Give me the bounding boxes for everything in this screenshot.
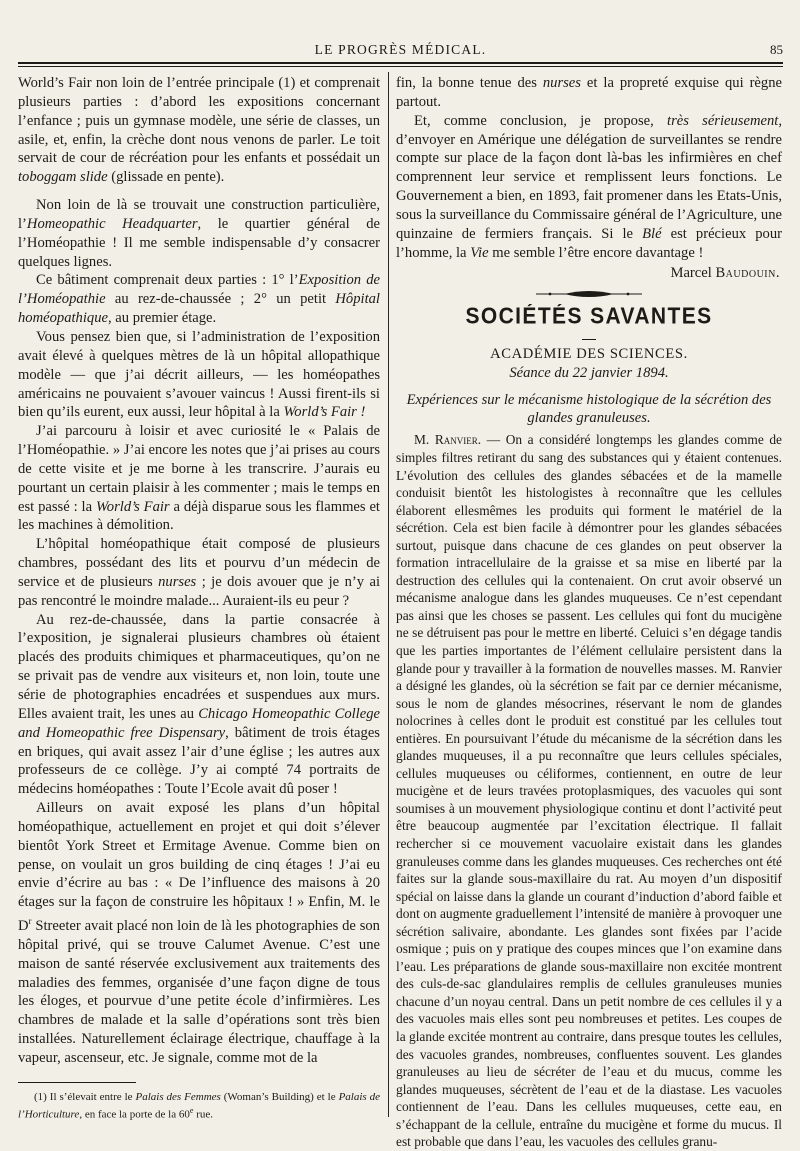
paragraph — [18, 611, 380, 799]
italic-text: Chicago Homeopathic College and Homeopathic free Dispensary — [18, 705, 380, 741]
italic-text: Vie — [470, 244, 489, 261]
running-title: LE PROGRÈS MÉDICAL. — [314, 42, 487, 57]
text: me semble l’être encore davantage ! — [492, 244, 704, 261]
ornament-divider-icon — [534, 289, 644, 299]
italic-text: Palais de l’Horticulture — [18, 1090, 381, 1121]
footnote-rule — [18, 1082, 136, 1083]
paragraph — [396, 112, 782, 263]
page-number: 85 — [770, 42, 783, 57]
paragraph — [18, 271, 380, 328]
text: , d’envoyer en Amérique une délégation de surveillantes se rendre compte sur place de la façon dont là-bas les infirmières en chef comprennent leur service et remplissent leurs fonctions. Le Gouvernement a bien, en 1893, fait promener dans les Etats-Unis, sous la surveillance du Commissaire général de l’Agriculture, une quinzaine de fermiers français. Si le — [396, 112, 782, 242]
text: World’s Fair non loin de l’entrée principale (1) et comprenait plusieurs parties : d’abord les expositions concernant l’enfance ; puis un gymnase modèle, une série de classes, un asile, et, enfin, la crèche dont nous venons de parler. Le toit servait de cour de récréation pour les enfants et possédait un — [18, 75, 380, 167]
text: Ailleurs on avait exposé les plans d’un hôpital homéopathique, actuellement en projet et qui doit s’élever bientôt York Street et Ermitage Avenue. Comme bien on pense, on voulait un gros building de cinq étages ! J’ai eu envie d’écrire au bas : « De l’influence des maisons à 20 étages sur la façon de construire les hôpitaux ! » Enfin, M. le D — [18, 800, 380, 934]
text: et la propreté exquise qui règne partout. — [396, 75, 782, 110]
italic-text: Hôpital homéopathique — [18, 291, 380, 327]
text: , au premier étage. — [107, 310, 217, 327]
text: , en face la porte de la 60 — [79, 1108, 190, 1121]
text: — On a considéré longtemps les glandes comme de simples filtres retirant du sang des substances qui y étaient contenues. L’évolution des cellules des glandes sébacées et de la mamelle conduisit bientôt les histologistes à reconnaître que les cellules élaborent ellesmêmes les produits qui forment le matériel de la sécrétion. Cela est bien facile à démontrer pour les glandes sébacées surtout, puisque dans chacune de ces glandes on peut observer la formation intracellulaire de la graisse et sa mise en liberté par la destruction des cellules qui la contenaient. On crut avoir observé un mécanisme analogue dans les glandes muqueuses. Ce n’est cependant pas ainsi que les choses se passent. Les cellules qui font du mucigène ne se détruisent pas pour le mettre en liberté. Celuici s’en dégage tandis que les parties importantes de l’élément cellulaire persistent dans la glande pour y travailler à la formation de nouvelles masses. M. Ranvier a désigné les glandes, où la sécrétion se fait par ce dernier mécanisme, sous le nom de glandes mésocrines, réservant le nom de glandes nolocrines à celles dont le produit est constitué par les cellules tout entières. En poursuivant l’étude du mécanisme de la sécrétion dans les glandes muqueuses, il a pu reconnaître que leurs cellules spéciales, cellules muqueuses ou céliformes, contiennent, en outre de leur mucigène et de leurs travées protoplasmiques, des vacuoles qui sont soumises à un mouvement physiologique continu et dont l’activité peut être beaucoup augmentée par l’excitation électrique. Il fallait rechercher si ce mouvement vacuolaire existait dans les glandes granuleuses comme dans les glandes muqueuses. Ces recherches ont été faites sur la glande sous-maxillaire du rat. Au moyen d’un dispositif spécial on laisse dans la glande un courant d’induction d’abord faible et dont on augmente graduellement l’intensité de manière à provoquer une sécrétion salivaire, abondante. Les glandes sont fixées par l’acide osmique ; puis on y pratique des coupes minces que l’on examine dans l’eau. Les préparations de glande sous-maxillaire non excitée montrent des culs-de-sac glandulaires remplis de cellules granuleuses munies chacune d’un noyau central. Dans un petit nombre de ces cellules il y a des vacuoles mais elles sont peu nombreuses et petites. Les coupes de la glande excitée montrent au contraire, dans presque toutes les cellules, des vacuoles grandes, nombreuses, confluentes souvent. Les glandes granuleuses au lieu de sécréter de l’eau et du mucus, comme les glandes muqueuses, sécrètent de l’eau et de la diastase. Les vacuoles contiennent de l’eau. Dans les cellules muqueuses, cette eau, en s’échappant de la cellule, entraîne du mucigène et forme du mucus. Il est probable que dans l’eau, les vacuoles des cellules granu- — [396, 432, 782, 1150]
header-rule-thick — [18, 62, 783, 64]
text: Streeter avait placé non loin de là les photographies de son hôpital privé, qui se trouve Calumet Avenue. C’est une maison de santé réservée exclusivement aux traitements des maladies des femmes, organisée d’une façon digne de tous les éloges, et pourvue d’une petite école d’infirmières. Les chambres de malade et la salle d’opérations sont très bien installées. Naturellement éclairage électrique, chauffage à la vapeur, ascenseur, etc. Je signale, comme mot de la — [18, 917, 380, 1066]
text: Vous pensez bien que, si l’administration de l’exposition avait élevé à quelques mètres de là un hôpital allopathique modèle — que j’ai décrit ailleurs, — les homéopathes américains ne pouvaient s’avouer vaincus ! Aussi firent-ils si bien qu’ils eurent, eux aussi, leur hôpital à la — [18, 328, 380, 421]
text: est précieux pour l’homme, la — [396, 225, 782, 261]
text: ; je dois avouer que je n’y ai pas rencontré le moindre malade... Auraient-ils eu peur ? — [18, 573, 381, 609]
italic-text: nurses — [158, 573, 197, 590]
italic-text: très sérieusement — [667, 112, 779, 129]
text: Et, comme conclusion, je propose, — [414, 112, 654, 129]
paragraph — [396, 431, 782, 1150]
text: au rez-de-chaussée ; 2° un petit — [114, 291, 327, 308]
section-title: SOCIÉTÉS SAVANTES — [465, 304, 713, 330]
right-column — [396, 74, 782, 1151]
paragraph — [18, 196, 380, 271]
text: L’hôpital homéopathique était composé de plusieurs chambres, possédant des lits et pourvu d’un médecin de service et de plusieurs — [18, 536, 380, 590]
academy-heading: ACADÉMIE DES SCIENCES. — [490, 346, 688, 363]
signature — [396, 264, 780, 283]
header-rule-thin — [18, 66, 783, 67]
session-date: Séance du 22 janvier 1894. — [509, 365, 669, 382]
signature-last-name: Baudouin. — [715, 265, 780, 282]
italic-text: Exposition de l’Homéopathie — [18, 272, 380, 308]
column-separator — [388, 72, 389, 1117]
footnote — [18, 1091, 380, 1122]
text: (Woman’s Building) et le — [223, 1090, 336, 1103]
italic-text: toboggam slide — [18, 169, 108, 186]
text: Au rez-de-chaussée, dans la partie consacrée à l’exposition, je signalerai plusieurs chambres où étaient placés des produits chimiques et pharmaceutiques, qu’on ne se privait pas de vendre aux visiteurs et, non loin, toute une série de photographies encadrées et suspendues aux murs. Elles avaient trait, les unes au — [18, 611, 380, 722]
text: (1) Il s’élevait entre le — [34, 1090, 133, 1103]
signature-first-name: Marcel — [670, 265, 712, 282]
short-rule — [582, 339, 596, 340]
text: Non loin de là se trouvait une construction particulière, l’ — [18, 197, 380, 232]
text: Ce bâtiment comprenait deux parties : 1° l’ — [36, 272, 299, 289]
text: a déjà disparue sous les flammes et les machines à démolition. — [18, 498, 380, 534]
superscript: r — [28, 916, 32, 927]
text: , bâtiment de trois étages en briques, qui avait assez l’air d’une église ; les autres aux professeurs de ce collège. J’y ai compté 74 portraits de médecins homéopathes : Toute l’Ecole avait dû poser ! — [18, 724, 380, 798]
paragraph — [396, 74, 782, 112]
italic-text: nurses — [542, 75, 581, 91]
left-column — [18, 74, 380, 1122]
text: J’ai parcouru à loisir et avec curiosité le « Palais de l’Homéopathie. » J’ai encore les notes que j’ai prises au cours de cette visite et je me borne à les transcrire. J’aurais eu pourtant un certain plaisir à les commenter ; mais le temps en est passé : la — [18, 423, 380, 515]
paragraph — [18, 328, 380, 422]
paragraph — [18, 74, 380, 187]
paragraph — [18, 799, 380, 1068]
italic-text: World’s Fair ! — [283, 404, 366, 421]
italic-text: Homeopathic Headquarter — [26, 215, 198, 232]
paragraph — [18, 422, 380, 535]
communication-title: Expériences sur le mécanisme histologique de la sécrétion des glandes granuleuses. — [406, 392, 772, 427]
spacer — [18, 187, 380, 196]
running-header — [18, 38, 783, 58]
text: (glissade en pente). — [111, 169, 225, 186]
superscript: e — [189, 1105, 194, 1115]
paragraph — [18, 535, 380, 610]
italic-text: World’s Fair — [95, 498, 170, 515]
text: , le quartier général de l’Homéopathie ! Il me semble indispensable d’y consacrer quelques lignes. — [18, 215, 380, 270]
author-name: M. Ranvier. — [414, 432, 482, 448]
italic-text: Palais des Femmes — [135, 1090, 221, 1103]
italic-text: Blé — [642, 225, 662, 242]
text: rue. — [196, 1108, 213, 1121]
text: fin, la bonne tenue des — [396, 75, 537, 91]
